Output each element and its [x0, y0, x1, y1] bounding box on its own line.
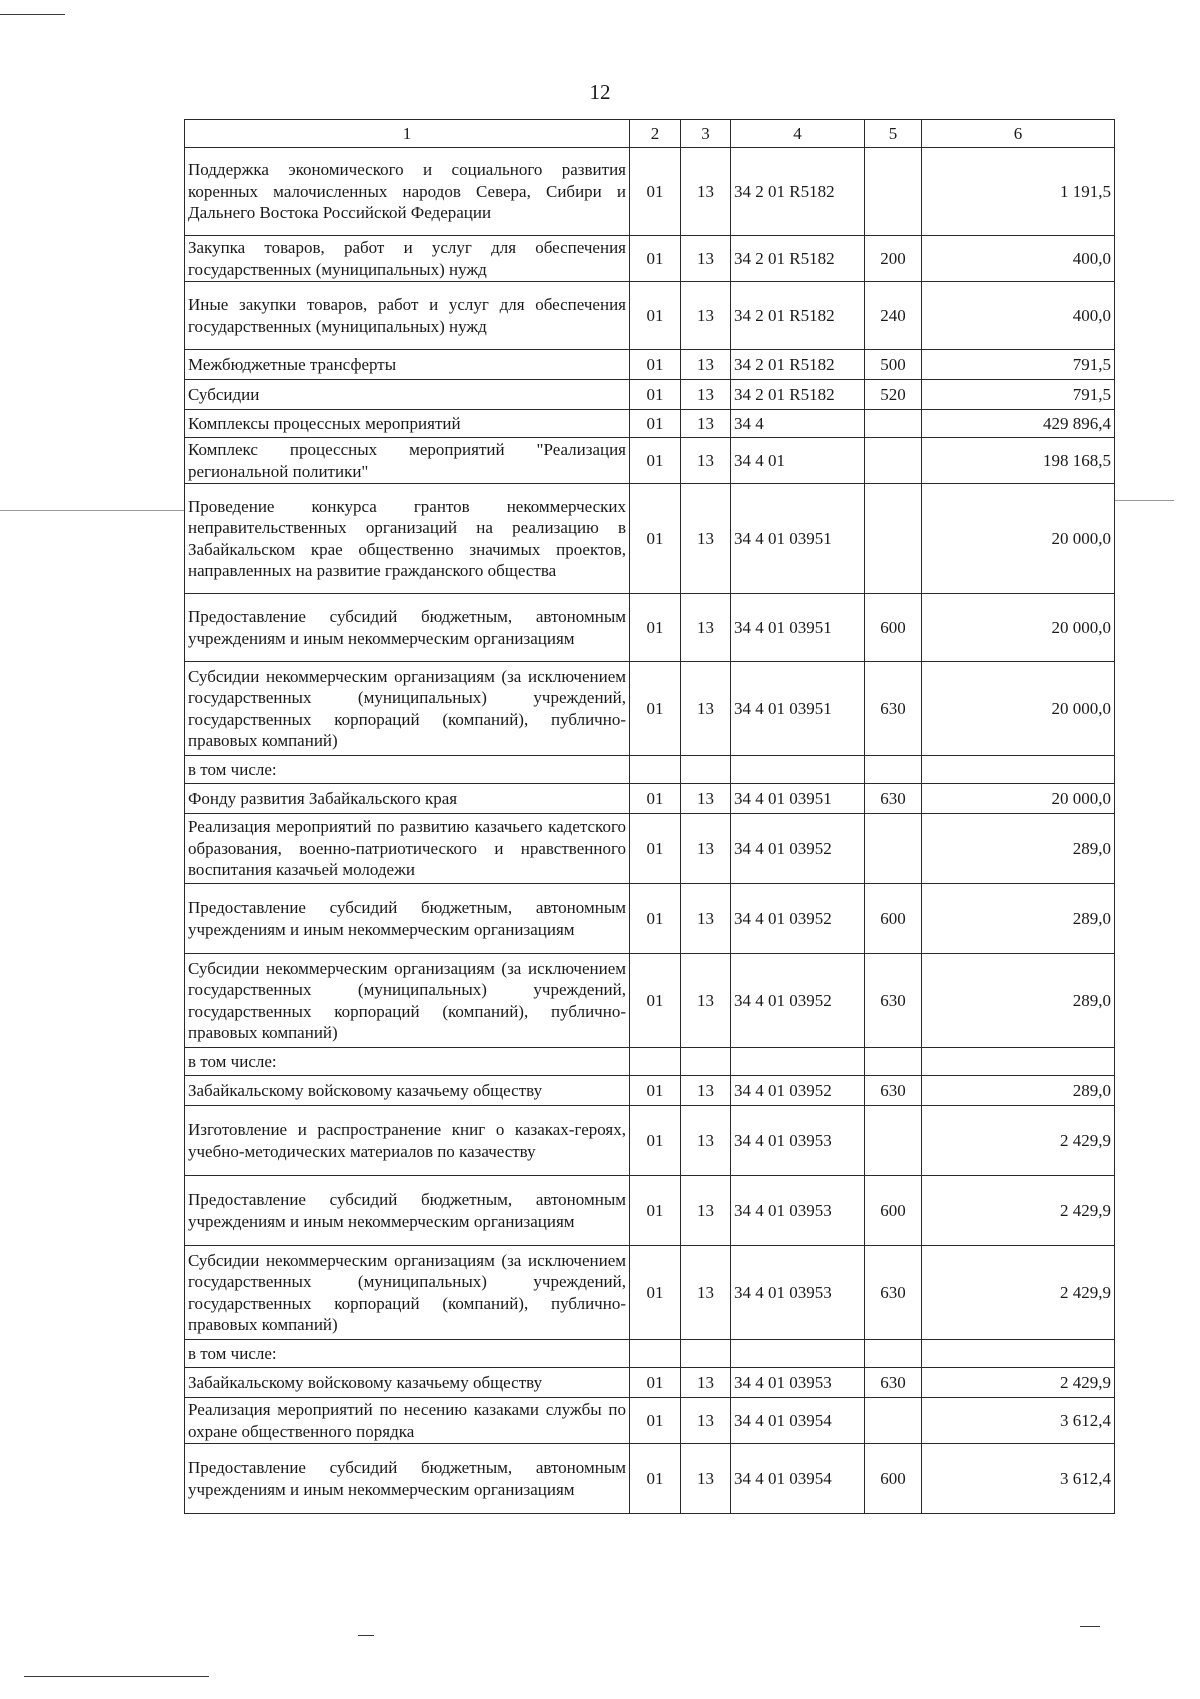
header-col-6: 6: [922, 120, 1115, 148]
budget-table: [184, 119, 1115, 1514]
row-amount: 20 000,0: [922, 484, 1115, 594]
row-target-code: 34 4 01 03951: [731, 594, 865, 662]
row-target-code: 34 4 01 03951: [731, 784, 865, 814]
row-section: 01: [630, 236, 681, 282]
table-row: [185, 1048, 1115, 1076]
row-expense-type: 600: [865, 1176, 922, 1246]
row-expense-type: [865, 814, 922, 884]
row-section: 01: [630, 1368, 681, 1398]
table-header-row: [185, 120, 1115, 148]
row-target-code: 34 4 01 03953: [731, 1106, 865, 1176]
row-amount: [922, 756, 1115, 784]
table-row: [185, 282, 1115, 350]
row-subsection: 13: [681, 1368, 731, 1398]
row-amount: 3 612,4: [922, 1398, 1115, 1444]
row-target-code: 34 2 01 R5182: [731, 282, 865, 350]
header-col-1: 1: [185, 120, 630, 148]
table-row: [185, 784, 1115, 814]
row-name: Фонду развития Забайкальского края: [185, 784, 630, 814]
row-subsection: 13: [681, 438, 731, 484]
row-amount: 20 000,0: [922, 662, 1115, 756]
header-col-4: 4: [731, 120, 865, 148]
row-section: 01: [630, 1176, 681, 1246]
scan-mark-right-line: [1114, 500, 1174, 501]
row-expense-type: [865, 756, 922, 784]
row-section: 01: [630, 884, 681, 954]
row-name: Реализация мероприятий по развитию казачьего кадетского образования, военно-патриотического и нравственного воспитания казачьей молодежи: [185, 814, 630, 884]
row-name: Предоставление субсидий бюджетным, автономным учреждениям и иным некоммерческим организациям: [185, 594, 630, 662]
row-section: [630, 1340, 681, 1368]
row-target-code: 34 4 01 03954: [731, 1398, 865, 1444]
row-expense-type: [865, 1398, 922, 1444]
row-expense-type: 600: [865, 884, 922, 954]
row-target-code: 34 4 01 03952: [731, 954, 865, 1048]
row-subsection: 13: [681, 380, 731, 410]
row-subsection: 13: [681, 884, 731, 954]
row-expense-type: 630: [865, 662, 922, 756]
row-name: Субсидии некоммерческим организациям (за исключением государственных (муниципальных) учреждений, государственных корпораций (компаний), публично-правовых компаний): [185, 954, 630, 1048]
table-row: [185, 484, 1115, 594]
row-amount: 20 000,0: [922, 784, 1115, 814]
row-expense-type: [865, 438, 922, 484]
row-subsection: 13: [681, 1246, 731, 1340]
row-amount: 289,0: [922, 954, 1115, 1048]
row-amount: 400,0: [922, 282, 1115, 350]
row-amount: 400,0: [922, 236, 1115, 282]
row-expense-type: 200: [865, 236, 922, 282]
row-target-code: 34 2 01 R5182: [731, 148, 865, 236]
row-name: Предоставление субсидий бюджетным, автономным учреждениям и иным некоммерческим организациям: [185, 1444, 630, 1514]
row-name: Предоставление субсидий бюджетным, автономным учреждениям и иным некоммерческим организациям: [185, 1176, 630, 1246]
row-amount: 289,0: [922, 884, 1115, 954]
row-amount: 289,0: [922, 1076, 1115, 1106]
scan-mark-top-left: [0, 14, 65, 15]
table-row: [185, 148, 1115, 236]
row-amount: 20 000,0: [922, 594, 1115, 662]
row-subsection: 13: [681, 1398, 731, 1444]
row-expense-type: 500: [865, 350, 922, 380]
row-name: Забайкальскому войсковому казачьему обществу: [185, 1076, 630, 1106]
row-name: Изготовление и распространение книг о казаках-героях, учебно-методических материалов по казачеству: [185, 1106, 630, 1176]
row-target-code: 34 4 01 03951: [731, 484, 865, 594]
table-row: [185, 1176, 1115, 1246]
row-name: Реализация мероприятий по несению казаками службы по охране общественного порядка: [185, 1398, 630, 1444]
row-amount: 791,5: [922, 350, 1115, 380]
row-target-code: 34 2 01 R5182: [731, 236, 865, 282]
row-amount: [922, 1340, 1115, 1368]
table-row: [185, 1246, 1115, 1340]
row-target-code: 34 4 01 03952: [731, 884, 865, 954]
row-section: [630, 756, 681, 784]
header-col-3: 3: [681, 120, 731, 148]
row-subsection: 13: [681, 282, 731, 350]
row-section: 01: [630, 282, 681, 350]
row-expense-type: 630: [865, 784, 922, 814]
row-expense-type: 630: [865, 1368, 922, 1398]
row-expense-type: 240: [865, 282, 922, 350]
row-name: Межбюджетные трансферты: [185, 350, 630, 380]
row-target-code: 34 4 01 03954: [731, 1444, 865, 1514]
table-row: [185, 350, 1115, 380]
table-row: [185, 1340, 1115, 1368]
scan-mark-bottom-left: [24, 1676, 209, 1677]
row-subsection: [681, 1048, 731, 1076]
table-row: [185, 884, 1115, 954]
row-section: 01: [630, 814, 681, 884]
row-section: 01: [630, 662, 681, 756]
table-row: [185, 1398, 1115, 1444]
row-section: 01: [630, 1076, 681, 1106]
row-subsection: [681, 756, 731, 784]
row-name: Субсидии некоммерческим организациям (за исключением государственных (муниципальных) учреждений, государственных корпораций (компаний), публично-правовых компаний): [185, 1246, 630, 1340]
row-name: Закупка товаров, работ и услуг для обеспечения государственных (муниципальных) нужд: [185, 236, 630, 282]
row-amount: 429 896,4: [922, 410, 1115, 438]
scan-mark-bottom-mid: [358, 1635, 374, 1636]
row-expense-type: [865, 148, 922, 236]
row-name: в том числе:: [185, 1048, 630, 1076]
row-amount: 1 191,5: [922, 148, 1115, 236]
row-subsection: 13: [681, 350, 731, 380]
row-section: 01: [630, 1398, 681, 1444]
table-row: [185, 410, 1115, 438]
row-name: Субсидии: [185, 380, 630, 410]
row-section: [630, 1048, 681, 1076]
row-amount: 2 429,9: [922, 1106, 1115, 1176]
table-row: [185, 662, 1115, 756]
table-row: [185, 380, 1115, 410]
row-amount: 3 612,4: [922, 1444, 1115, 1514]
row-amount: 2 429,9: [922, 1368, 1115, 1398]
row-name: Комплексы процессных мероприятий: [185, 410, 630, 438]
row-target-code: 34 4: [731, 410, 865, 438]
row-target-code: 34 2 01 R5182: [731, 350, 865, 380]
row-expense-type: [865, 1340, 922, 1368]
row-target-code: 34 4 01 03953: [731, 1246, 865, 1340]
row-name: Комплекс процессных мероприятий "Реализация региональной политики": [185, 438, 630, 484]
row-section: 01: [630, 438, 681, 484]
row-name: Забайкальскому войсковому казачьему обществу: [185, 1368, 630, 1398]
row-subsection: 13: [681, 236, 731, 282]
row-expense-type: 630: [865, 1076, 922, 1106]
row-amount: 2 429,9: [922, 1176, 1115, 1246]
row-subsection: 13: [681, 814, 731, 884]
row-target-code: 34 4 01: [731, 438, 865, 484]
row-name: Иные закупки товаров, работ и услуг для обеспечения государственных (муниципальных) нужд: [185, 282, 630, 350]
row-name: Проведение конкурса грантов некоммерческих неправительственных организаций на реализацию в Забайкальском крае общественно значимых проектов, направленных на развитие гражданского общества: [185, 484, 630, 594]
header-col-5: 5: [865, 120, 922, 148]
row-section: 01: [630, 954, 681, 1048]
row-section: 01: [630, 1444, 681, 1514]
table-row: [185, 814, 1115, 884]
row-name: Субсидии некоммерческим организациям (за исключением государственных (муниципальных) учреждений, государственных корпораций (компаний), публично-правовых компаний): [185, 662, 630, 756]
row-target-code: [731, 756, 865, 784]
row-target-code: [731, 1340, 865, 1368]
row-subsection: [681, 1340, 731, 1368]
table-row: [185, 1106, 1115, 1176]
row-section: 01: [630, 784, 681, 814]
table-row: [185, 594, 1115, 662]
row-name: в том числе:: [185, 1340, 630, 1368]
row-subsection: 13: [681, 594, 731, 662]
row-section: 01: [630, 380, 681, 410]
row-section: 01: [630, 1246, 681, 1340]
row-section: 01: [630, 148, 681, 236]
row-target-code: 34 2 01 R5182: [731, 380, 865, 410]
row-amount: 791,5: [922, 380, 1115, 410]
row-subsection: 13: [681, 410, 731, 438]
row-section: 01: [630, 1106, 681, 1176]
row-expense-type: [865, 410, 922, 438]
table-row: [185, 756, 1115, 784]
row-target-code: 34 4 01 03952: [731, 1076, 865, 1106]
row-expense-type: [865, 1048, 922, 1076]
row-amount: 289,0: [922, 814, 1115, 884]
header-col-2: 2: [630, 120, 681, 148]
row-subsection: 13: [681, 1106, 731, 1176]
row-expense-type: 520: [865, 380, 922, 410]
row-amount: 2 429,9: [922, 1246, 1115, 1340]
row-target-code: [731, 1048, 865, 1076]
row-expense-type: [865, 1106, 922, 1176]
row-expense-type: [865, 484, 922, 594]
scan-mark-bottom-right: [1080, 1626, 1100, 1627]
row-section: 01: [630, 484, 681, 594]
row-target-code: 34 4 01 03953: [731, 1176, 865, 1246]
row-name: Поддержка экономического и социального развития коренных малочисленных народов Севера, Сибири и Дальнего Востока Российской Федерации: [185, 148, 630, 236]
row-name: Предоставление субсидий бюджетным, автономным учреждениям и иным некоммерческим организациям: [185, 884, 630, 954]
row-expense-type: 600: [865, 594, 922, 662]
row-subsection: 13: [681, 954, 731, 1048]
row-subsection: 13: [681, 1444, 731, 1514]
page-number: 12: [589, 80, 611, 104]
row-expense-type: 630: [865, 954, 922, 1048]
table-row: [185, 1444, 1115, 1514]
table-row: [185, 438, 1115, 484]
table-row: [185, 1368, 1115, 1398]
table-row: [185, 954, 1115, 1048]
row-subsection: 13: [681, 148, 731, 236]
row-target-code: 34 4 01 03952: [731, 814, 865, 884]
row-expense-type: 630: [865, 1246, 922, 1340]
table-row: [185, 1076, 1115, 1106]
row-subsection: 13: [681, 484, 731, 594]
scan-mark-left-line: [0, 510, 184, 511]
row-amount: 198 168,5: [922, 438, 1115, 484]
row-subsection: 13: [681, 1076, 731, 1106]
row-section: 01: [630, 350, 681, 380]
row-target-code: 34 4 01 03953: [731, 1368, 865, 1398]
row-section: 01: [630, 594, 681, 662]
row-section: 01: [630, 410, 681, 438]
row-subsection: 13: [681, 662, 731, 756]
table-row: [185, 236, 1115, 282]
row-expense-type: 600: [865, 1444, 922, 1514]
row-target-code: 34 4 01 03951: [731, 662, 865, 756]
row-amount: [922, 1048, 1115, 1076]
row-subsection: 13: [681, 1176, 731, 1246]
row-name: в том числе:: [185, 756, 630, 784]
row-subsection: 13: [681, 784, 731, 814]
